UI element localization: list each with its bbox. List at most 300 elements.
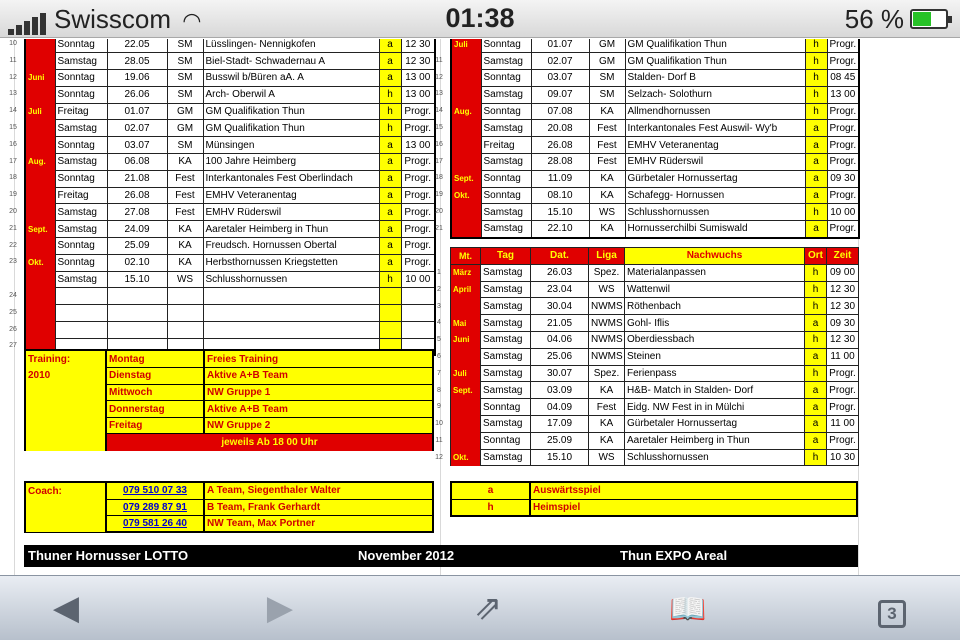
forward-button[interactable]: [250, 586, 310, 630]
home-away-cell: a: [805, 382, 827, 399]
month-cell: März: [451, 264, 481, 281]
training-spacer: [26, 384, 106, 401]
date-cell: 25.06: [531, 348, 589, 365]
row-number: 21: [435, 224, 443, 232]
schedule-row[interactable]: [25, 120, 435, 137]
row-number: 12: [9, 73, 17, 81]
category-cell: NWMS: [589, 298, 625, 315]
time-cell: Progr.: [827, 221, 859, 238]
bookmarks-button[interactable]: [658, 586, 718, 630]
month-cell: [25, 322, 55, 339]
training-note-row: [26, 434, 432, 451]
home-away-cell: a: [805, 120, 827, 137]
row-number: 1: [437, 269, 441, 276]
share-button[interactable]: [458, 586, 518, 630]
category-cell: SM: [589, 70, 625, 87]
schedule-row[interactable]: [25, 305, 435, 322]
category-cell: KA: [589, 187, 625, 204]
month-cell: [25, 170, 55, 187]
category-cell: Fest: [167, 170, 203, 187]
nachwuchs-row[interactable]: [451, 432, 859, 449]
month-cell: [451, 154, 481, 171]
time-cell: 13 00: [827, 86, 859, 103]
training-group: NW Gruppe 2: [204, 417, 432, 434]
time-cell: Progr.: [401, 238, 435, 255]
home-away-cell: a: [379, 39, 401, 53]
event-cell: GM Qualifikation Thun: [625, 53, 805, 70]
event-cell: H&B- Match in Stalden- Dorf: [625, 382, 805, 399]
schedule-row[interactable]: [25, 70, 435, 87]
month-cell: [25, 288, 55, 305]
schedule-row[interactable]: [451, 204, 859, 221]
nachwuchs-row[interactable]: [451, 415, 859, 432]
day-cell: Samstag: [481, 331, 531, 348]
event-cell: Herbsthornussen Kriegstetten: [203, 254, 379, 271]
tabs-icon: 3: [878, 600, 906, 628]
day-cell: Samstag: [55, 154, 107, 171]
date-cell: 03.09: [531, 382, 589, 399]
row-number: 11: [435, 56, 443, 64]
month-cell: [25, 137, 55, 154]
home-away-cell: a: [805, 415, 827, 432]
row-number: 10: [435, 420, 443, 428]
nachwuchs-row[interactable]: [451, 365, 859, 382]
training-row: [26, 417, 432, 434]
date-cell: 21.08: [107, 170, 167, 187]
month-cell: [25, 120, 55, 137]
event-cell: Interkantonales Fest Auswil- Wy'b: [625, 120, 805, 137]
nachwuchs-row[interactable]: [451, 382, 859, 399]
home-away-cell: a: [805, 221, 827, 238]
home-away-cell: h: [805, 331, 827, 348]
time-cell: Progr.: [401, 187, 435, 204]
day-cell: Samstag: [55, 204, 107, 221]
row-number: 13: [9, 90, 17, 98]
date-cell: 25.09: [107, 238, 167, 255]
coach-spacer: [26, 499, 106, 515]
day-cell: Sonntag: [481, 399, 531, 416]
event-cell: Aaretaler Heimberg in Thun: [625, 432, 805, 449]
nachwuchs-row[interactable]: [451, 264, 859, 281]
date-cell: 06.08: [107, 154, 167, 171]
legend-key: h: [452, 499, 530, 515]
row-number: 17: [435, 157, 443, 165]
event-cell: Ferienpass: [625, 365, 805, 382]
date-cell: 08.10: [531, 187, 589, 204]
time-cell: 11 00: [827, 348, 859, 365]
schedule-row[interactable]: [451, 103, 859, 120]
date-cell: 30.07: [531, 365, 589, 382]
coach-row: [26, 483, 432, 499]
schedule-row[interactable]: [25, 238, 435, 255]
schedule-row[interactable]: [25, 271, 435, 288]
month-cell: [25, 53, 55, 70]
schedule-row[interactable]: [451, 170, 859, 187]
category-cell: WS: [167, 271, 203, 288]
time-cell: Progr.: [827, 365, 859, 382]
category-cell: KA: [589, 432, 625, 449]
row-number: 24: [9, 292, 17, 299]
coach-phone-link[interactable]: 079 510 07 33: [106, 483, 204, 499]
month-cell: [451, 204, 481, 221]
schedule-row[interactable]: [25, 204, 435, 221]
day-cell: Samstag: [481, 315, 531, 332]
date-cell: 07.08: [531, 103, 589, 120]
schedule-table-left: [24, 39, 436, 356]
forward-arrow-icon: ▶: [266, 589, 294, 627]
schedule-row[interactable]: [451, 154, 859, 171]
date-cell: 04.09: [531, 399, 589, 416]
event-cell: [203, 322, 379, 339]
row-number: 14: [435, 107, 443, 115]
month-cell: [451, 120, 481, 137]
event-cell: EMHV Veteranentag: [203, 187, 379, 204]
coach-name: B Team, Frank Gerhardt: [204, 499, 432, 515]
day-cell: Samstag: [481, 382, 531, 399]
event-cell: Gürbetaler Hornussertag: [625, 415, 805, 432]
row-number: 12: [435, 73, 443, 81]
schedule-row[interactable]: [25, 86, 435, 103]
coach-name: A Team, Siegenthaler Walter: [204, 483, 432, 499]
day-cell: Sonntag: [55, 86, 107, 103]
spreadsheet-view[interactable]: [0, 39, 960, 575]
home-away-cell: a: [805, 154, 827, 171]
day-cell: Freitag: [481, 137, 531, 154]
event-cell: Münsingen: [203, 137, 379, 154]
training-day: Freitag: [106, 417, 204, 434]
event-cell: Gohl- Iflis: [625, 315, 805, 332]
time-cell: Progr.: [827, 103, 859, 120]
time-cell: 10 00: [827, 204, 859, 221]
row-number: 14: [9, 107, 17, 115]
category-cell: GM: [167, 103, 203, 120]
training-time-note: jeweils Ab 18 00 Uhr: [106, 434, 432, 451]
category-cell: Fest: [589, 154, 625, 171]
schedule-row[interactable]: [25, 137, 435, 154]
schedule-row[interactable]: [25, 103, 435, 120]
day-cell: [55, 322, 107, 339]
date-cell: 02.07: [531, 53, 589, 70]
date-cell: 25.09: [531, 432, 589, 449]
category-cell: SM: [167, 39, 203, 53]
event-cell: Stalden- Dorf B: [625, 70, 805, 87]
month-cell: Sept.: [451, 170, 481, 187]
time-cell: 12 30: [827, 298, 859, 315]
clock: 01:38: [445, 3, 515, 33]
event-cell: [203, 288, 379, 305]
row-number: 21: [9, 224, 17, 232]
category-cell: WS: [589, 449, 625, 466]
month-cell: [451, 415, 481, 432]
schedule-row[interactable]: [451, 70, 859, 87]
event-cell: Schlusshornussen: [625, 449, 805, 466]
month-cell: [25, 271, 55, 288]
event-cell: Freudsch. Hornussen Obertal: [203, 238, 379, 255]
schedule-row[interactable]: [25, 154, 435, 171]
event-cell: Interkantonales Fest Oberlindach: [203, 170, 379, 187]
schedule-row[interactable]: [25, 39, 435, 53]
nachwuchs-row[interactable]: [451, 331, 859, 348]
day-cell: Samstag: [481, 348, 531, 365]
header-time: Zeit: [827, 248, 859, 265]
month-cell: [25, 39, 55, 53]
header-day: Tag: [481, 248, 531, 265]
date-cell: 26.03: [531, 264, 589, 281]
home-away-cell: h: [805, 281, 827, 298]
home-away-cell: a: [379, 170, 401, 187]
schedule-row[interactable]: [25, 170, 435, 187]
coach-row: [26, 515, 432, 531]
training-day: Mittwoch: [106, 384, 204, 401]
event-cell: Materialanpassen: [625, 264, 805, 281]
day-cell: Sonntag: [481, 432, 531, 449]
nachwuchs-row[interactable]: [451, 298, 859, 315]
schedule-row[interactable]: [451, 53, 859, 70]
date-cell: 23.04: [531, 281, 589, 298]
nachwuchs-row[interactable]: [451, 399, 859, 416]
day-cell: Samstag: [481, 204, 531, 221]
home-away-cell: a: [805, 170, 827, 187]
month-cell: [25, 305, 55, 322]
home-away-cell: [379, 322, 401, 339]
date-cell: 15.10: [531, 449, 589, 466]
date-cell: 22.05: [107, 39, 167, 53]
schedule-row[interactable]: [25, 53, 435, 70]
time-cell: Progr.: [827, 187, 859, 204]
date-cell: 01.07: [107, 103, 167, 120]
banner-left: Thuner Hornusser LOTTO: [28, 548, 189, 563]
day-cell: Sonntag: [55, 170, 107, 187]
coach-phone-link[interactable]: 079 581 26 40: [106, 515, 204, 531]
training-group: Aktive A+B Team: [204, 401, 432, 418]
date-cell: 19.06: [107, 70, 167, 87]
training-day: Montag: [106, 351, 204, 368]
home-away-cell: a: [379, 221, 401, 238]
category-cell: KA: [589, 103, 625, 120]
back-button[interactable]: [36, 586, 96, 630]
training-group: NW Gruppe 1: [204, 384, 432, 401]
month-cell: [451, 399, 481, 416]
schedule-row[interactable]: [451, 187, 859, 204]
event-cell: Steinen: [625, 348, 805, 365]
date-cell: 20.08: [531, 120, 589, 137]
month-cell: [451, 53, 481, 70]
home-away-cell: a: [379, 70, 401, 87]
category-cell: Fest: [589, 137, 625, 154]
day-cell: Samstag: [481, 86, 531, 103]
date-cell: 28.05: [107, 53, 167, 70]
time-cell: Progr.: [827, 154, 859, 171]
training-row: [26, 384, 432, 401]
row-number: 13: [435, 90, 443, 98]
row-number: 19: [9, 191, 17, 199]
training-row: [26, 368, 432, 385]
month-cell: [451, 86, 481, 103]
home-away-cell: h: [805, 70, 827, 87]
category-cell: SM: [589, 86, 625, 103]
row-number: 22: [9, 241, 17, 249]
time-cell: [401, 305, 435, 322]
date-cell: 24.09: [107, 221, 167, 238]
nachwuchs-header-row: [451, 248, 859, 265]
row-number: 16: [435, 140, 443, 148]
row-number: 5: [437, 336, 441, 344]
training-spacer: [26, 434, 106, 451]
category-cell: Fest: [589, 399, 625, 416]
row-number: 18: [435, 174, 443, 182]
nachwuchs-table: [450, 247, 859, 466]
schedule-row[interactable]: [451, 120, 859, 137]
event-cell: Lüsslingen- Nennigkofen: [203, 39, 379, 53]
time-cell: 12 30: [827, 331, 859, 348]
coach-row: [26, 499, 432, 515]
time-cell: Progr.: [401, 154, 435, 171]
home-away-cell: h: [805, 449, 827, 466]
coach-phone-link[interactable]: 079 289 87 91: [106, 499, 204, 515]
schedule-row[interactable]: [25, 254, 435, 271]
home-away-cell: a: [805, 348, 827, 365]
row-number: 7: [437, 369, 441, 377]
training-row: [26, 351, 432, 368]
time-cell: 09 30: [827, 170, 859, 187]
date-cell: [107, 305, 167, 322]
training-group: Freies Training: [204, 351, 432, 368]
home-away-cell: h: [805, 264, 827, 281]
home-away-cell: [379, 288, 401, 305]
day-cell: Sonntag: [481, 39, 531, 53]
nachwuchs-row[interactable]: [451, 281, 859, 298]
status-bar: [0, 0, 960, 38]
category-cell: SM: [167, 53, 203, 70]
tabs-button[interactable]: [862, 586, 922, 630]
month-cell: Okt.: [451, 449, 481, 466]
schedule-row[interactable]: [25, 322, 435, 339]
schedule-row[interactable]: [451, 86, 859, 103]
event-cell: Selzach- Solothurn: [625, 86, 805, 103]
month-cell: Okt.: [25, 254, 55, 271]
date-cell: 27.08: [107, 204, 167, 221]
event-cell: [203, 305, 379, 322]
day-cell: Samstag: [55, 120, 107, 137]
training-group: Aktive A+B Team: [204, 368, 432, 385]
row-number: 15: [435, 124, 443, 131]
back-arrow-icon: ◀: [52, 589, 80, 627]
home-away-cell: a: [379, 187, 401, 204]
schedule-row[interactable]: [25, 288, 435, 305]
event-cell: Biel-Stadt- Schwadernau A: [203, 53, 379, 70]
home-away-cell: a: [379, 137, 401, 154]
month-cell: [451, 432, 481, 449]
category-cell: [167, 288, 203, 305]
training-year: 2010: [26, 368, 106, 385]
book-icon: 📖: [669, 593, 707, 626]
event-cell: EMHV Veteranentag: [625, 137, 805, 154]
home-away-cell: h: [805, 53, 827, 70]
home-away-cell: h: [379, 103, 401, 120]
home-away-cell: a: [379, 204, 401, 221]
schedule-row[interactable]: [451, 137, 859, 154]
time-cell: Progr.: [401, 221, 435, 238]
home-away-cell: h: [805, 39, 827, 53]
time-cell: Progr.: [401, 204, 435, 221]
row-number: 23: [9, 258, 17, 266]
date-cell: 02.07: [107, 120, 167, 137]
category-cell: WS: [589, 204, 625, 221]
schedule-row[interactable]: [25, 187, 435, 204]
category-cell: SM: [167, 86, 203, 103]
home-away-cell: h: [805, 204, 827, 221]
training-day: Dienstag: [106, 368, 204, 385]
date-cell: 26.06: [107, 86, 167, 103]
wifi-icon: ◠: [182, 8, 202, 33]
nachwuchs-row[interactable]: [451, 348, 859, 365]
row-number: 12: [435, 453, 443, 461]
home-away-cell: h: [805, 103, 827, 120]
category-cell: SM: [167, 70, 203, 87]
time-cell: Progr.: [827, 53, 859, 70]
time-cell: Progr.: [401, 254, 435, 271]
training-label: Training:: [26, 351, 106, 368]
day-cell: Samstag: [481, 415, 531, 432]
coach-box: [24, 481, 434, 533]
row-number: 2: [437, 285, 441, 293]
event-cell: Allmendhornussen: [625, 103, 805, 120]
day-cell: Sonntag: [481, 70, 531, 87]
month-cell: Aug.: [451, 103, 481, 120]
day-cell: Samstag: [481, 120, 531, 137]
row-number: 27: [9, 342, 17, 350]
category-cell: Spez.: [589, 264, 625, 281]
schedule-row[interactable]: [25, 221, 435, 238]
month-cell: [451, 137, 481, 154]
day-cell: [55, 305, 107, 322]
time-cell: 13 00: [401, 137, 435, 154]
coach-name: NW Team, Max Portner: [204, 515, 432, 531]
schedule-row[interactable]: [451, 39, 859, 53]
month-cell: [25, 187, 55, 204]
time-cell: 09 30: [827, 315, 859, 332]
nachwuchs-row[interactable]: [451, 315, 859, 332]
date-cell: [107, 322, 167, 339]
time-cell: Progr.: [827, 382, 859, 399]
event-cell: Busswil b/Büren aA. A: [203, 70, 379, 87]
home-away-cell: a: [805, 399, 827, 416]
schedule-row[interactable]: [451, 221, 859, 238]
home-away-cell: h: [379, 271, 401, 288]
day-cell: Sonntag: [481, 170, 531, 187]
category-cell: Spez.: [589, 365, 625, 382]
date-cell: 09.07: [531, 86, 589, 103]
header-location: Ort: [805, 248, 827, 265]
coach-spacer: [26, 515, 106, 531]
day-cell: Sonntag: [481, 103, 531, 120]
date-cell: 21.05: [531, 315, 589, 332]
day-cell: [55, 288, 107, 305]
date-cell: 15.10: [531, 204, 589, 221]
date-cell: 17.09: [531, 415, 589, 432]
day-cell: Sonntag: [55, 238, 107, 255]
coach-label: Coach:: [26, 483, 106, 499]
header-nachwuchs: Nachwuchs: [625, 248, 805, 265]
row-number: 19: [435, 191, 443, 199]
training-box: [24, 349, 434, 451]
legend-key: a: [452, 483, 530, 499]
day-cell: Samstag: [481, 264, 531, 281]
row-number: 26: [9, 325, 17, 333]
nachwuchs-row[interactable]: [451, 449, 859, 466]
header-date: Dat.: [531, 248, 589, 265]
month-cell: [451, 221, 481, 238]
